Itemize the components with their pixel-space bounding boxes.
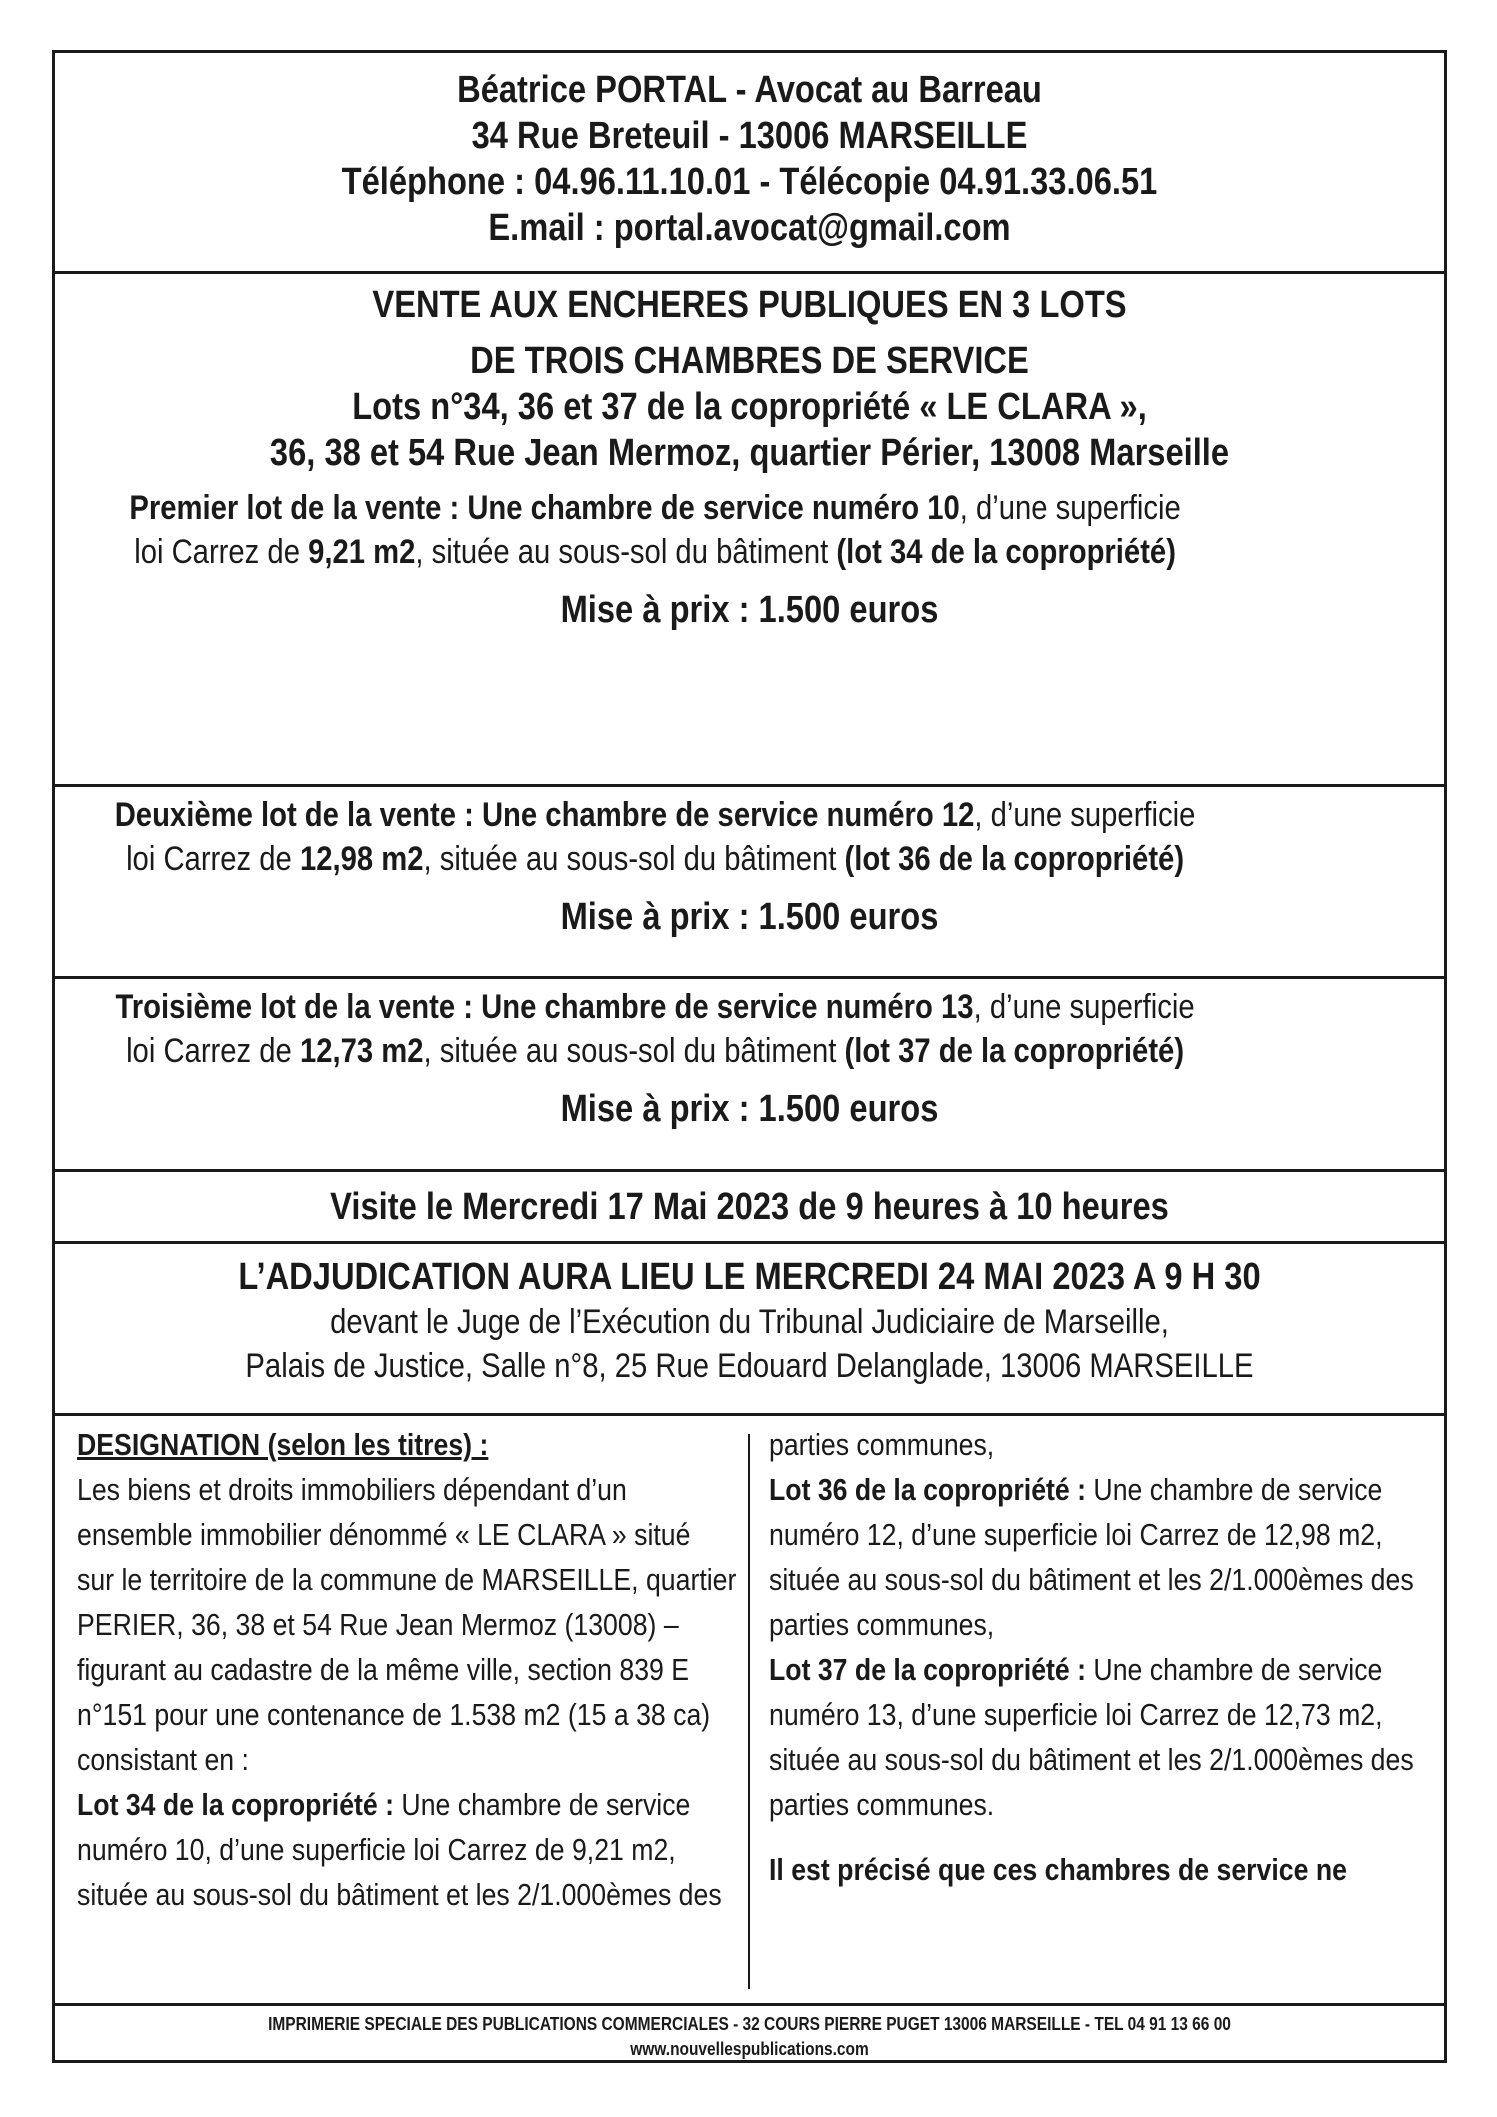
adjudication-court: devant le Juge de l’Exécution du Tribunal Judiciaire de Marseille, bbox=[330, 1303, 1169, 1341]
sale-section bbox=[55, 274, 1444, 787]
designation-section bbox=[55, 1416, 1444, 2006]
designation-closing: Il est précisé que ces chambres de service ne bbox=[769, 1852, 1347, 1887]
lawyer-name: Béatrice PORTAL - Avocat au Barreau bbox=[457, 69, 1042, 111]
lawyer-header bbox=[55, 53, 1444, 274]
designation-line: située au sous-sol du bâtiment et les 2/1.000èmes des bbox=[769, 1742, 1414, 1777]
designation-line: figurant au cadastre de la même ville, section 839 E bbox=[77, 1652, 690, 1687]
lawyer-phone: Téléphone : 04.96.11.10.01 - Télécopie 04.91.33.06.51 bbox=[341, 161, 1158, 203]
lot-3-section bbox=[55, 979, 1444, 1172]
designation-line: ensemble immobilier dénommé « LE CLARA » situé bbox=[77, 1517, 691, 1552]
designation-line: numéro 12, d’une superficie loi Carrez de 12,98 m2, bbox=[769, 1517, 1383, 1552]
lot-37-heading: Lot 37 de la copropriété : Une chambre de service bbox=[769, 1652, 1383, 1687]
designation-right-column bbox=[769, 1422, 1434, 1892]
designation-line: Les biens et droits immobiliers dépendant d’un bbox=[77, 1472, 627, 1507]
designation-heading: DESIGNATION (selon les titres) : bbox=[77, 1427, 489, 1462]
designation-line: parties communes. bbox=[769, 1787, 995, 1822]
printer-info: IMPRIMERIE SPECIALE DES PUBLICATIONS COMMERCIALES - 32 COURS PIERRE PUGET 13006 MARSEILLE - TEL 04 91 13 66 00 bbox=[268, 2014, 1231, 2034]
designation-line: située au sous-sol du bâtiment et les 2/1.000èmes des bbox=[77, 1877, 722, 1912]
lawyer-address: 34 Rue Breteuil - 13006 MARSEILLE bbox=[471, 115, 1028, 157]
sale-lots-line: Lots n°34, 36 et 37 de la copropriété « LE CLARA », bbox=[352, 386, 1147, 428]
designation-line: numéro 10, d’une superficie loi Carrez de 9,21 m2, bbox=[77, 1832, 676, 1867]
visit-section bbox=[55, 1172, 1444, 1244]
column-divider bbox=[748, 1434, 750, 1989]
lot-1-price: Mise à prix : 1.500 euros bbox=[560, 589, 939, 631]
lot-1-description: Premier lot de la vente : Une chambre de service numéro 10, d’une superficie loi Carrez de 9,21 m2, située au sous-sol du bâtiment (lot 34 de la copropriété) bbox=[129, 489, 1181, 571]
sale-title: VENTE AUX ENCHERES PUBLIQUES EN 3 LOTS bbox=[372, 284, 1127, 326]
sale-address-line: 36, 38 et 54 Rue Jean Mermoz, quartier Périer, 13008 Marseille bbox=[269, 432, 1230, 474]
designation-line: n°151 pour une contenance de 1.538 m2 (15 a 38 ca) bbox=[77, 1697, 711, 1732]
lot-2-description: Deuxième lot de la vente : Une chambre de service numéro 12, d’une superficie loi Carrez de 12,98 m2, située au sous-sol du bâtiment (lot 36 de la copropriété) bbox=[114, 796, 1196, 878]
adjudication-title: L’ADJUDICATION AURA LIEU LE MERCREDI 24 MAI 2023 A 9 H 30 bbox=[238, 1256, 1261, 1298]
printer-footer bbox=[55, 2006, 1444, 2063]
lot-36-heading: Lot 36 de la copropriété : Une chambre de service bbox=[769, 1472, 1383, 1507]
adjudication-section bbox=[55, 1244, 1444, 1416]
legal-notice-frame bbox=[52, 50, 1447, 2063]
lot-3-description: Troisième lot de la vente : Une chambre de service numéro 13, d’une superficie loi Carrez de 12,73 m2, située au sous-sol du bâtiment (lot 37 de la copropriété) bbox=[115, 988, 1195, 1070]
lawyer-email: E.mail : portal.avocat@gmail.com bbox=[488, 207, 1011, 249]
visit-text: Visite le Mercredi 17 Mai 2023 de 9 heures à 10 heures bbox=[330, 1186, 1169, 1228]
designation-line: consistant en : bbox=[77, 1742, 249, 1777]
designation-left-column bbox=[77, 1422, 737, 1917]
designation-line: parties communes, bbox=[769, 1607, 995, 1642]
lot-2-section bbox=[55, 787, 1444, 979]
lot-3-price: Mise à prix : 1.500 euros bbox=[560, 1088, 939, 1130]
designation-line: sur le territoire de la commune de MARSEILLE, quartier bbox=[77, 1562, 737, 1597]
adjudication-address: Palais de Justice, Salle n°8, 25 Rue Edouard Delanglade, 13006 MARSEILLE bbox=[245, 1347, 1254, 1385]
lot-2-price: Mise à prix : 1.500 euros bbox=[560, 896, 939, 938]
designation-line: située au sous-sol du bâtiment et les 2/1.000èmes des bbox=[769, 1562, 1414, 1597]
lot-34-heading: Lot 34 de la copropriété : Une chambre de service bbox=[77, 1787, 691, 1822]
designation-line: parties communes, bbox=[769, 1427, 995, 1462]
printer-website[interactable]: www.nouvellespublications.com bbox=[630, 2039, 869, 2059]
sale-subtitle: DE TROIS CHAMBRES DE SERVICE bbox=[470, 340, 1029, 382]
designation-line: PERIER, 36, 38 et 54 Rue Jean Mermoz (13008) – bbox=[77, 1607, 679, 1642]
designation-line: numéro 13, d’une superficie loi Carrez de 12,73 m2, bbox=[769, 1697, 1383, 1732]
